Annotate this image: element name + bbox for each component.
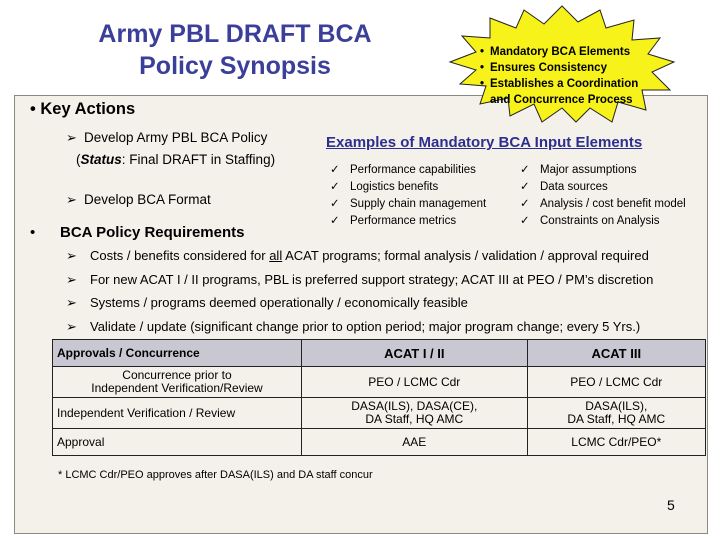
examples-list-right [520,162,686,230]
page-title [70,18,400,82]
table-header-cell: Approvals / Concurrence [53,340,302,367]
arrow-bullet-icon: ➢ [66,319,77,334]
check-item: ✓ Analysis / cost benefit model [520,196,686,213]
approvals-table [52,339,706,456]
table-header-cell: ACAT III [527,340,705,367]
requirement-item: ➢ Costs / benefits considered for all ACAT programs; formal analysis / validation / approval required [66,248,649,263]
check-item: ✓ Constraints on Analysis [520,213,686,230]
key-action-item: ➢ Develop Army PBL BCA Policy [66,130,268,146]
check-item: ✓ Performance metrics [330,213,486,230]
check-item: ✓ Data sources [520,179,686,196]
arrow-bullet-icon: ➢ [66,192,77,207]
check-icon: ✓ [330,164,340,176]
examples-list-left [330,162,486,230]
callout-item: • Establishes a Coordination [480,78,639,90]
check-item: ✓ Major assumptions [520,162,686,179]
check-icon: ✓ [330,181,340,193]
callout-item: and Concurrence Process [490,94,633,106]
check-item: ✓ Logistics benefits [330,179,486,196]
page-number: 5 [667,497,675,513]
title-line-2: Policy Synopsis [139,52,331,80]
requirement-item: ➢ Validate / update (significant change prior to option period; major program change; every 5 Yrs.) [66,319,641,334]
arrow-bullet-icon: ➢ [66,131,77,146]
footnote: * LCMC Cdr/PEO approves after DASA(ILS) and DA staff concur [58,469,373,481]
check-item: ✓ Performance capabilities [330,162,486,179]
callout-item: • Mandatory BCA Elements [480,46,631,58]
requirements-heading: BCA Policy Requirements [60,224,245,241]
table-cell: PEO / LCMC Cdr [302,367,528,398]
check-icon: ✓ [330,215,340,227]
check-item: ✓ Supply chain management [330,196,486,213]
table-cell: PEO / LCMC Cdr [527,367,705,398]
check-icon: ✓ [330,198,340,210]
requirement-item: ➢ For new ACAT I / II programs, PBL is preferred support strategy; ACAT III at PEO / PM’s discretion [66,272,654,287]
examples-title: Examples of Mandatory BCA Input Elements [326,134,643,151]
table-cell: DASA(ILS), DASA(CE), DA Staff, HQ AMC [302,398,528,429]
table-cell: AAE [302,429,528,456]
check-icon: ✓ [520,164,530,176]
arrow-bullet-icon: ➢ [66,248,77,263]
arrow-bullet-icon: ➢ [66,295,77,310]
check-icon: ✓ [520,181,530,193]
table-header-cell: ACAT I / II [302,340,528,367]
table-cell: Independent Verification / Review [53,398,302,429]
table-cell: Approval [53,429,302,456]
table-cell: Concurrence prior to Independent Verification/Review [53,367,302,398]
requirements-bullet: • [30,224,36,241]
status-note: (Status: Final DRAFT in Staffing) [76,152,276,167]
requirement-item: ➢ Systems / programs deemed operationally / economically feasible [66,295,468,310]
check-icon: ✓ [520,198,530,210]
callout-list [480,44,638,108]
check-icon: ✓ [520,215,530,227]
table-cell: DASA(ILS), DA Staff, HQ AMC [527,398,705,429]
table-row [53,429,706,456]
callout-item: • Ensures Consistency [480,62,607,74]
key-action-item: ➢ Develop BCA Format [66,192,211,207]
table-cell: LCMC Cdr/PEO* [527,429,705,456]
title-line-1: Army PBL DRAFT BCA [98,20,372,48]
table-row [53,398,706,429]
table-row [53,367,706,398]
key-actions-heading: • Key Actions [30,100,136,118]
arrow-bullet-icon: ➢ [66,272,77,287]
table-header-row [53,340,706,367]
